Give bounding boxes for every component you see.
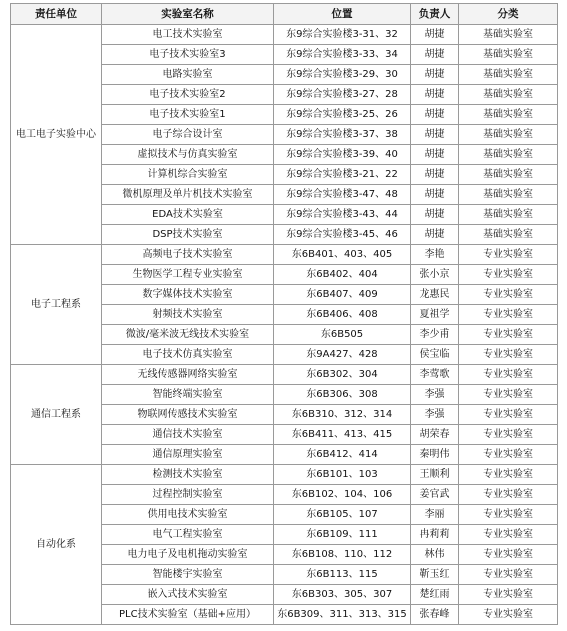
location-cell: 东6B109、111 <box>274 525 411 545</box>
lab-name-cell: 嵌入式技术实验室 <box>102 585 274 605</box>
category-cell: 专业实验室 <box>459 525 558 545</box>
lab-name-cell: 微波/毫米波无线技术实验室 <box>102 325 274 345</box>
lab-name-cell: 射频技术实验室 <box>102 305 274 325</box>
table-row <box>11 245 558 265</box>
manager-cell: 李丽 <box>411 505 459 525</box>
location-cell: 东9综合实验楼3-39、40 <box>274 145 411 165</box>
category-cell: 专业实验室 <box>459 245 558 265</box>
lab-name-cell: DSP技术实验室 <box>102 225 274 245</box>
location-cell: 东6B406、408 <box>274 305 411 325</box>
header-lab-name: 实验室名称 <box>102 4 274 25</box>
category-cell: 专业实验室 <box>459 485 558 505</box>
category-cell: 专业实验室 <box>459 265 558 285</box>
manager-cell: 胡捷 <box>411 225 459 245</box>
header-category: 分类 <box>459 4 558 25</box>
unit-cell: 电工电子实验中心 <box>11 25 102 245</box>
location-cell: 东6B102、104、106 <box>274 485 411 505</box>
location-cell: 东9综合实验楼3-27、28 <box>274 85 411 105</box>
manager-cell: 胡捷 <box>411 105 459 125</box>
manager-cell: 林伟 <box>411 545 459 565</box>
table-body <box>11 25 558 625</box>
manager-cell: 李少甫 <box>411 325 459 345</box>
category-cell: 基础实验室 <box>459 105 558 125</box>
category-cell: 专业实验室 <box>459 425 558 445</box>
manager-cell: 楚红雨 <box>411 585 459 605</box>
location-cell: 东9综合实验楼3-47、48 <box>274 185 411 205</box>
manager-cell: 秦明伟 <box>411 445 459 465</box>
category-cell: 专业实验室 <box>459 545 558 565</box>
lab-name-cell: 电子综合设计室 <box>102 125 274 145</box>
category-cell: 专业实验室 <box>459 345 558 365</box>
location-cell: 东9综合实验楼3-21、22 <box>274 165 411 185</box>
lab-name-cell: 生物医学工程专业实验室 <box>102 265 274 285</box>
category-cell: 基础实验室 <box>459 45 558 65</box>
category-cell: 基础实验室 <box>459 145 558 165</box>
lab-name-cell: 计算机综合实验室 <box>102 165 274 185</box>
manager-cell: 胡捷 <box>411 65 459 85</box>
lab-name-cell: 通信技术实验室 <box>102 425 274 445</box>
manager-cell: 胡捷 <box>411 25 459 45</box>
category-cell: 基础实验室 <box>459 125 558 145</box>
lab-name-cell: 物联网传感技术实验室 <box>102 405 274 425</box>
category-cell: 专业实验室 <box>459 505 558 525</box>
table-row <box>11 465 558 485</box>
category-cell: 专业实验室 <box>459 285 558 305</box>
manager-cell: 张春峰 <box>411 605 459 625</box>
location-cell: 东9综合实验楼3-31、32 <box>274 25 411 45</box>
location-cell: 东6B402、404 <box>274 265 411 285</box>
header-unit: 责任单位 <box>11 4 102 25</box>
location-cell: 东6B303、305、307 <box>274 585 411 605</box>
category-cell: 专业实验室 <box>459 405 558 425</box>
manager-cell: 王顺利 <box>411 465 459 485</box>
manager-cell: 张小京 <box>411 265 459 285</box>
location-cell: 东6B401、403、405 <box>274 245 411 265</box>
location-cell: 东6B108、110、112 <box>274 545 411 565</box>
category-cell: 基础实验室 <box>459 225 558 245</box>
table-row <box>11 365 558 385</box>
category-cell: 基础实验室 <box>459 25 558 45</box>
category-cell: 基础实验室 <box>459 65 558 85</box>
lab-name-cell: 供用电技术实验室 <box>102 505 274 525</box>
lab-name-cell: 智能楼宇实验室 <box>102 565 274 585</box>
location-cell: 东6B407、409 <box>274 285 411 305</box>
location-cell: 东6B505 <box>274 325 411 345</box>
category-cell: 专业实验室 <box>459 585 558 605</box>
category-cell: 基础实验室 <box>459 85 558 105</box>
lab-name-cell: 电子技术实验室3 <box>102 45 274 65</box>
header-location: 位置 <box>274 4 411 25</box>
lab-name-cell: 电气工程实验室 <box>102 525 274 545</box>
manager-cell: 胡捷 <box>411 185 459 205</box>
lab-name-cell: PLC技术实验室（基础+应用） <box>102 605 274 625</box>
lab-name-cell: 数字媒体技术实验室 <box>102 285 274 305</box>
header-manager: 负责人 <box>411 4 459 25</box>
category-cell: 专业实验室 <box>459 605 558 625</box>
manager-cell: 胡捷 <box>411 45 459 65</box>
manager-cell: 李艳 <box>411 245 459 265</box>
lab-name-cell: 过程控制实验室 <box>102 485 274 505</box>
manager-cell: 冉莉莉 <box>411 525 459 545</box>
lab-name-cell: 虚拟技术与仿真实验室 <box>102 145 274 165</box>
lab-name-cell: 高频电子技术实验室 <box>102 245 274 265</box>
category-cell: 专业实验室 <box>459 465 558 485</box>
lab-name-cell: 电子技术仿真实验室 <box>102 345 274 365</box>
location-cell: 东9A427、428 <box>274 345 411 365</box>
lab-name-cell: EDA技术实验室 <box>102 205 274 225</box>
location-cell: 东6B113、115 <box>274 565 411 585</box>
location-cell: 东9综合实验楼3-43、44 <box>274 205 411 225</box>
lab-name-cell: 微机原理及单片机技术实验室 <box>102 185 274 205</box>
manager-cell: 姜官武 <box>411 485 459 505</box>
lab-name-cell: 电子技术实验室2 <box>102 85 274 105</box>
manager-cell: 胡捷 <box>411 145 459 165</box>
location-cell: 东6B105、107 <box>274 505 411 525</box>
manager-cell: 李强 <box>411 385 459 405</box>
manager-cell: 侯宝临 <box>411 345 459 365</box>
manager-cell: 龙惠民 <box>411 285 459 305</box>
category-cell: 基础实验室 <box>459 165 558 185</box>
manager-cell: 靳玉红 <box>411 565 459 585</box>
location-cell: 东9综合实验楼3-33、34 <box>274 45 411 65</box>
location-cell: 东9综合实验楼3-25、26 <box>274 105 411 125</box>
location-cell: 东9综合实验楼3-37、38 <box>274 125 411 145</box>
category-cell: 专业实验室 <box>459 365 558 385</box>
lab-name-cell: 通信原理实验室 <box>102 445 274 465</box>
category-cell: 基础实验室 <box>459 185 558 205</box>
location-cell: 东6B306、308 <box>274 385 411 405</box>
category-cell: 专业实验室 <box>459 565 558 585</box>
header-row <box>11 4 558 25</box>
location-cell: 东6B411、413、415 <box>274 425 411 445</box>
lab-table <box>10 3 558 625</box>
lab-name-cell: 检测技术实验室 <box>102 465 274 485</box>
lab-name-cell: 电子技术实验室1 <box>102 105 274 125</box>
table-row <box>11 25 558 45</box>
manager-cell: 夏祖学 <box>411 305 459 325</box>
manager-cell: 胡捷 <box>411 125 459 145</box>
unit-cell: 通信工程系 <box>11 365 102 465</box>
category-cell: 基础实验室 <box>459 205 558 225</box>
location-cell: 东6B412、414 <box>274 445 411 465</box>
category-cell: 专业实验室 <box>459 325 558 345</box>
manager-cell: 李强 <box>411 405 459 425</box>
location-cell: 东9综合实验楼3-45、46 <box>274 225 411 245</box>
lab-name-cell: 电工技术实验室 <box>102 25 274 45</box>
location-cell: 东6B101、103 <box>274 465 411 485</box>
unit-cell: 自动化系 <box>11 465 102 625</box>
category-cell: 专业实验室 <box>459 385 558 405</box>
category-cell: 专业实验室 <box>459 305 558 325</box>
manager-cell: 胡捷 <box>411 205 459 225</box>
location-cell: 东6B302、304 <box>274 365 411 385</box>
manager-cell: 胡荣春 <box>411 425 459 445</box>
manager-cell: 胡捷 <box>411 85 459 105</box>
location-cell: 东9综合实验楼3-29、30 <box>274 65 411 85</box>
lab-name-cell: 智能终端实验室 <box>102 385 274 405</box>
category-cell: 专业实验室 <box>459 445 558 465</box>
unit-cell: 电子工程系 <box>11 245 102 365</box>
manager-cell: 胡捷 <box>411 165 459 185</box>
location-cell: 东6B309、311、313、315 <box>274 605 411 625</box>
location-cell: 东6B310、312、314 <box>274 405 411 425</box>
manager-cell: 李莺歌 <box>411 365 459 385</box>
lab-name-cell: 无线传感器网络实验室 <box>102 365 274 385</box>
lab-name-cell: 电力电子及电机拖动实验室 <box>102 545 274 565</box>
lab-name-cell: 电路实验室 <box>102 65 274 85</box>
